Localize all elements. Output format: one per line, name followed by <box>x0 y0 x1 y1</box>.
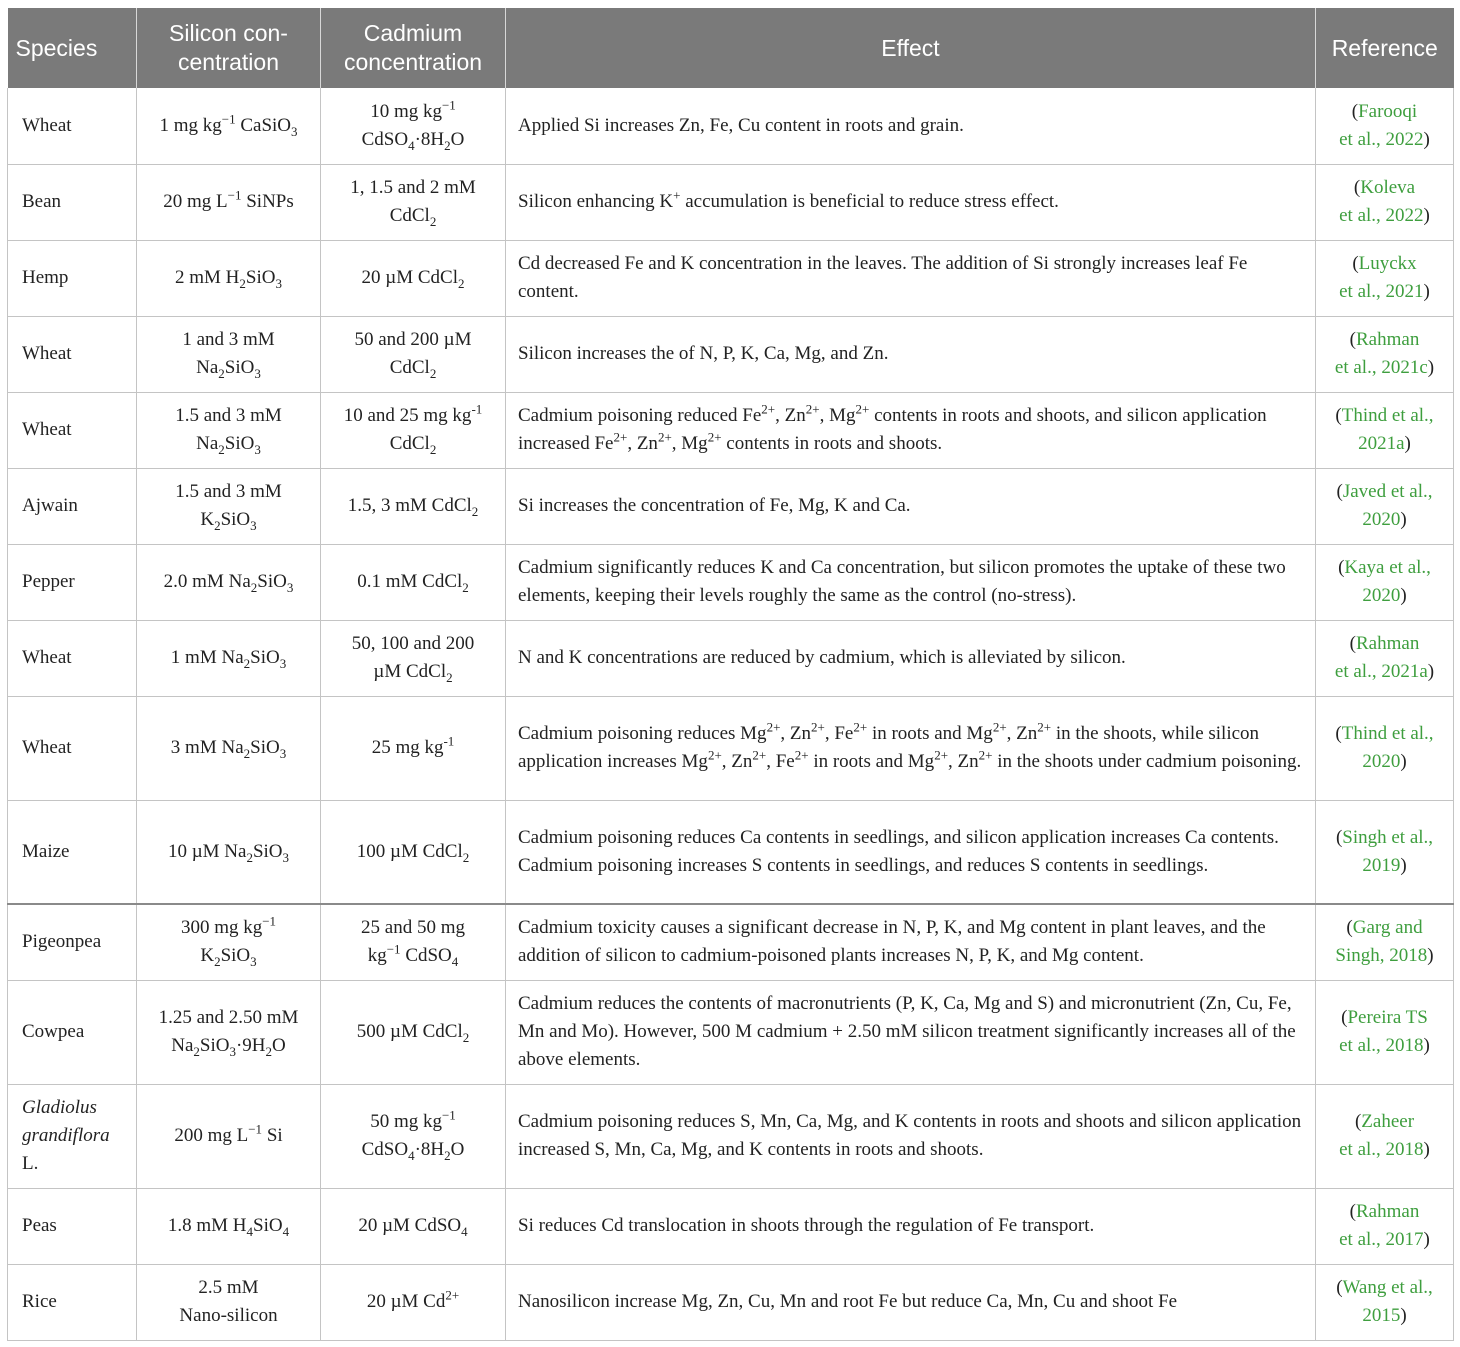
reference-link[interactable]: Rahman <box>1356 1201 1420 1222</box>
header-cadmium: Cadmium concentration <box>321 8 506 88</box>
table-header <box>8 8 1454 88</box>
cell-effect: Nanosilicon increase Mg, Zn, Cu, Mn and root Fe but reduce Ca, Mn, Cu and shoot Fe <box>506 1264 1316 1340</box>
reference-link[interactable]: Thind et al., <box>1341 723 1434 744</box>
header-reference: Reference <box>1316 8 1454 88</box>
cell-effect: Applied Si increases Zn, Fe, Cu content in roots and grain. <box>506 88 1316 164</box>
cell-effect: Silicon enhancing K+ accumulation is beneficial to reduce stress effect. <box>506 164 1316 240</box>
cell-reference: (Luyckx et al., 2021) <box>1316 240 1454 316</box>
table-row <box>8 88 1454 164</box>
reference-link[interactable]: Thind et al., <box>1341 405 1434 426</box>
cell-silicon: 3 mM $Na_2SiO_3$ <box>137 696 321 800</box>
cell-species: Ajwain <box>8 468 137 544</box>
cell-silicon: 1.5 and 3 mM $K_2SiO_3$ <box>137 468 321 544</box>
reference-link[interactable]: Javed et al., <box>1342 481 1433 502</box>
cell-cadmium: 25 and 50 mg $kg^{-1}$ CdSO$_4$ <box>321 904 506 980</box>
cell-species: Hemp <box>8 240 137 316</box>
cell-effect: Si increases the concentration of Fe, Mg, K and Ca. <box>506 468 1316 544</box>
table-body <box>8 88 1454 1340</box>
table-row <box>8 240 1454 316</box>
cell-species: Wheat <box>8 696 137 800</box>
cell-effect: N and K concentrations are reduced by cadmium, which is alleviated by silicon. <box>506 620 1316 696</box>
table-row <box>8 316 1454 392</box>
cell-cadmium: 500 µM CdCl$_2$ <box>321 980 506 1084</box>
cell-reference: (Rahman et al., 2021c) <box>1316 316 1454 392</box>
cell-silicon: 10 µM $Na_2SiO_3$ <box>137 800 321 904</box>
cell-reference: (Koleva et al., 2022) <box>1316 164 1454 240</box>
cell-species: Wheat <box>8 316 137 392</box>
cell-species: Maize <box>8 800 137 904</box>
cell-silicon: 2.5 mM Nano-silicon <box>137 1264 321 1340</box>
cell-reference: (Kaya et al., 2020) <box>1316 544 1454 620</box>
table-row <box>8 800 1454 904</box>
cell-cadmium: 10 and 25 mg $kg^{-1}$ CdCl$_2$ <box>321 392 506 468</box>
cell-effect: Cd decreased Fe and K concentration in the leaves. The addition of Si strongly increases leaf Fe content. <box>506 240 1316 316</box>
reference-link[interactable]: Farooqi <box>1358 100 1418 122</box>
cell-cadmium: 20 µM CdSO$_4$ <box>321 1188 506 1264</box>
cell-reference: (Zaheer et al., 2018) <box>1316 1084 1454 1188</box>
header-row <box>8 8 1454 88</box>
cell-cadmium: 0.1 mM CdCl$_2$ <box>321 544 506 620</box>
cell-cadmium: 20 µM $Cd^{2+}$ <box>321 1264 506 1340</box>
reference-link[interactable]: et al., 2021 <box>1339 281 1424 302</box>
cell-silicon: 200 mg $L^{-1}$ Si <box>137 1084 321 1188</box>
cell-cadmium: 100 µM CdCl$_2$ <box>321 800 506 904</box>
table-row <box>8 392 1454 468</box>
reference-link[interactable]: Kaya et al., <box>1344 557 1431 578</box>
reference-link[interactable]: Singh et al., <box>1342 826 1434 848</box>
cell-species: Bean <box>8 164 137 240</box>
cell-silicon: 1.5 and 3 mM $Na_2SiO_3$ <box>137 392 321 468</box>
cell-silicon: 1.25 and 2.50 mM $Na_2SiO_3\cdot 9H_2O$ <box>137 980 321 1084</box>
data-table <box>7 8 1454 1341</box>
cell-effect: Silicon increases the of N, P, K, Ca, Mg, and Zn. <box>506 316 1316 392</box>
table-row <box>8 1188 1454 1264</box>
cell-effect: Cadmium significantly reduces K and Ca concentration, but silicon promotes the uptake of these two elements, keeping their levels roughly the same as the control (no-stress). <box>506 544 1316 620</box>
cell-silicon: 1 mM $Na_2SiO_3$ <box>137 620 321 696</box>
cell-effect: Cadmium toxicity causes a significant decrease in N, P, K, and Mg content in plant leaves, and the addition of silicon to cadmium-poisoned plants increases N, P, K, and Mg content. <box>506 904 1316 980</box>
cell-cadmium: 10 mg $kg^{-1}$ $CdSO_4\cdot 8H_2O$ <box>321 88 506 164</box>
reference-link[interactable]: 2020 <box>1362 509 1401 530</box>
reference-link[interactable]: et al., 2022 <box>1339 128 1424 150</box>
cell-silicon: 20 mg $L^{-1}$ SiNPs <box>137 164 321 240</box>
header-silicon: Silicon con- centration <box>137 8 321 88</box>
header-effect: Effect <box>506 8 1316 88</box>
cell-cadmium: 1.5, 3 mM CdCl$_2$ <box>321 468 506 544</box>
cell-species: Wheat <box>8 88 137 164</box>
table-row <box>8 544 1454 620</box>
cell-cadmium: 1, 1.5 and 2 mM CdCl$_2$ <box>321 164 506 240</box>
cell-effect: Cadmium poisoning reduces S, Mn, Ca, Mg, and K contents in roots and shoots and silicon application increased S, Mn, Ca, Mg, and K contents in roots and shoots. <box>506 1084 1316 1188</box>
cell-effect: Cadmium reduces the contents of macronutrients (P, K, Ca, Mg and S) and micronutrient (Zn, Cu, Fe, Mn and Mo). However, 500 M cadmium + 2.50 mM silicon treatment significantly increases all of the above elements. <box>506 980 1316 1084</box>
reference-link[interactable]: 2019 <box>1362 854 1401 876</box>
reference-link[interactable]: Luyckx <box>1358 253 1417 274</box>
table-row <box>8 1264 1454 1340</box>
reference-link[interactable]: Garg and <box>1352 917 1423 939</box>
table-row <box>8 980 1454 1084</box>
table-row <box>8 1084 1454 1188</box>
table-row <box>8 696 1454 800</box>
reference-link[interactable]: et al., 2018 <box>1339 1139 1424 1160</box>
cell-silicon: 1.8 mM $H_4SiO_4$ <box>137 1188 321 1264</box>
cell-species: Wheat <box>8 620 137 696</box>
cell-effect: Cadmium poisoning reduces $Mg^{2+}$, $Zn^{2+}$, $Fe^{2+}$ in roots and $Mg^{2+}$, $Zn^{2+}$ in the shoots, while silicon application increases $Mg^{2+}$, $Zn^{2+}$, $Fe^{2+}$ in roots and $Mg^{2+}$, $Zn^{2+}$ in the shoots under cadmium poisoning. <box>506 696 1316 800</box>
reference-link[interactable]: Singh, 2018 <box>1335 945 1428 967</box>
cell-cadmium: 50 mg $kg^{-1}$ $CdSO_4\cdot 8H_2O$ <box>321 1084 506 1188</box>
cell-reference: (Wang et al., 2015) <box>1316 1264 1454 1340</box>
reference-link[interactable]: et al., 2022 <box>1339 205 1424 226</box>
cell-effect: Cadmium poisoning reduces Ca contents in seedlings, and silicon application increases Ca contents. Cadmium poisoning increases S contents in seedlings, and reduces S contents in seedlings. <box>506 800 1316 904</box>
table-row <box>8 164 1454 240</box>
reference-link[interactable]: Rahman <box>1356 633 1420 654</box>
cell-silicon: 300 mg $kg^{-1}$ $K_2SiO_3$ <box>137 904 321 980</box>
cell-reference: (Thind et al., 2021a) <box>1316 392 1454 468</box>
cell-species: Wheat <box>8 392 137 468</box>
reference-link[interactable]: 2021a <box>1358 433 1405 454</box>
reference-link[interactable]: Rahman <box>1356 329 1420 350</box>
table-row <box>8 904 1454 980</box>
cell-reference: (Rahman et al., 2021a) <box>1316 620 1454 696</box>
reference-link[interactable]: et al., 2021c <box>1334 357 1428 378</box>
reference-link[interactable]: 2020 <box>1362 751 1401 772</box>
cell-cadmium: 50, 100 and 200 µM CdCl$_2$ <box>321 620 506 696</box>
cell-silicon: 2.0 mM $Na_2SiO_3$ <box>137 544 321 620</box>
table-row <box>8 468 1454 544</box>
cell-reference: (Garg and Singh, 2018) <box>1316 904 1454 980</box>
cell-reference: (Farooqi et al., 2022) <box>1316 88 1454 164</box>
cell-silicon: 1 and 3 mM $Na_2SiO_3$ <box>137 316 321 392</box>
cell-species: Gladiolus grandiflora L. <box>8 1084 137 1188</box>
reference-link[interactable]: et al., 2017 <box>1339 1229 1424 1250</box>
cell-effect: Cadmium poisoning reduced $Fe^{2+}$, $Zn^{2+}$, $Mg^{2+}$ contents in roots and shoots, and silicon application increased $Fe^{2+}$, $Zn^{2+}$, $Mg^{2+}$ contents in roots and shoots. <box>506 392 1316 468</box>
reference-link[interactable]: et al., 2018 <box>1339 1035 1424 1056</box>
reference-link[interactable]: Koleva <box>1360 177 1416 198</box>
cell-reference: (Pereira TS et al., 2018) <box>1316 980 1454 1084</box>
cell-cadmium: 20 µM CdCl$_2$ <box>321 240 506 316</box>
cell-species: Pepper <box>8 544 137 620</box>
cell-species: Cowpea <box>8 980 137 1084</box>
reference-link[interactable]: Zaheer <box>1361 1111 1415 1132</box>
cell-cadmium: 25 mg $kg^{-1}$ <box>321 696 506 800</box>
reference-link[interactable]: et al., 2021a <box>1334 661 1428 682</box>
cell-reference: (Thind et al., 2020) <box>1316 696 1454 800</box>
cell-silicon: 1 mg $kg^{-1}$ CaSiO$_3$ <box>137 88 321 164</box>
cell-reference: (Javed et al., 2020) <box>1316 468 1454 544</box>
cell-silicon: 2 mM $H_2SiO_3$ <box>137 240 321 316</box>
cell-species: Peas <box>8 1188 137 1264</box>
cell-reference: (Rahman et al., 2017) <box>1316 1188 1454 1264</box>
cell-species: Pigeonpea <box>8 904 137 980</box>
header-species: Species <box>8 8 137 88</box>
cell-effect: Si reduces Cd translocation in shoots through the regulation of Fe transport. <box>506 1188 1316 1264</box>
cell-reference: (Singh et al., 2019) <box>1316 800 1454 904</box>
reference-link[interactable]: 2020 <box>1362 585 1401 606</box>
cell-cadmium: 50 and 200 µM CdCl$_2$ <box>321 316 506 392</box>
cell-species: Rice <box>8 1264 137 1340</box>
reference-link[interactable]: 2015 <box>1362 1305 1401 1326</box>
reference-link[interactable]: Wang et al., <box>1342 1277 1433 1298</box>
table-row <box>8 620 1454 696</box>
reference-link[interactable]: Pereira TS <box>1347 1007 1428 1028</box>
